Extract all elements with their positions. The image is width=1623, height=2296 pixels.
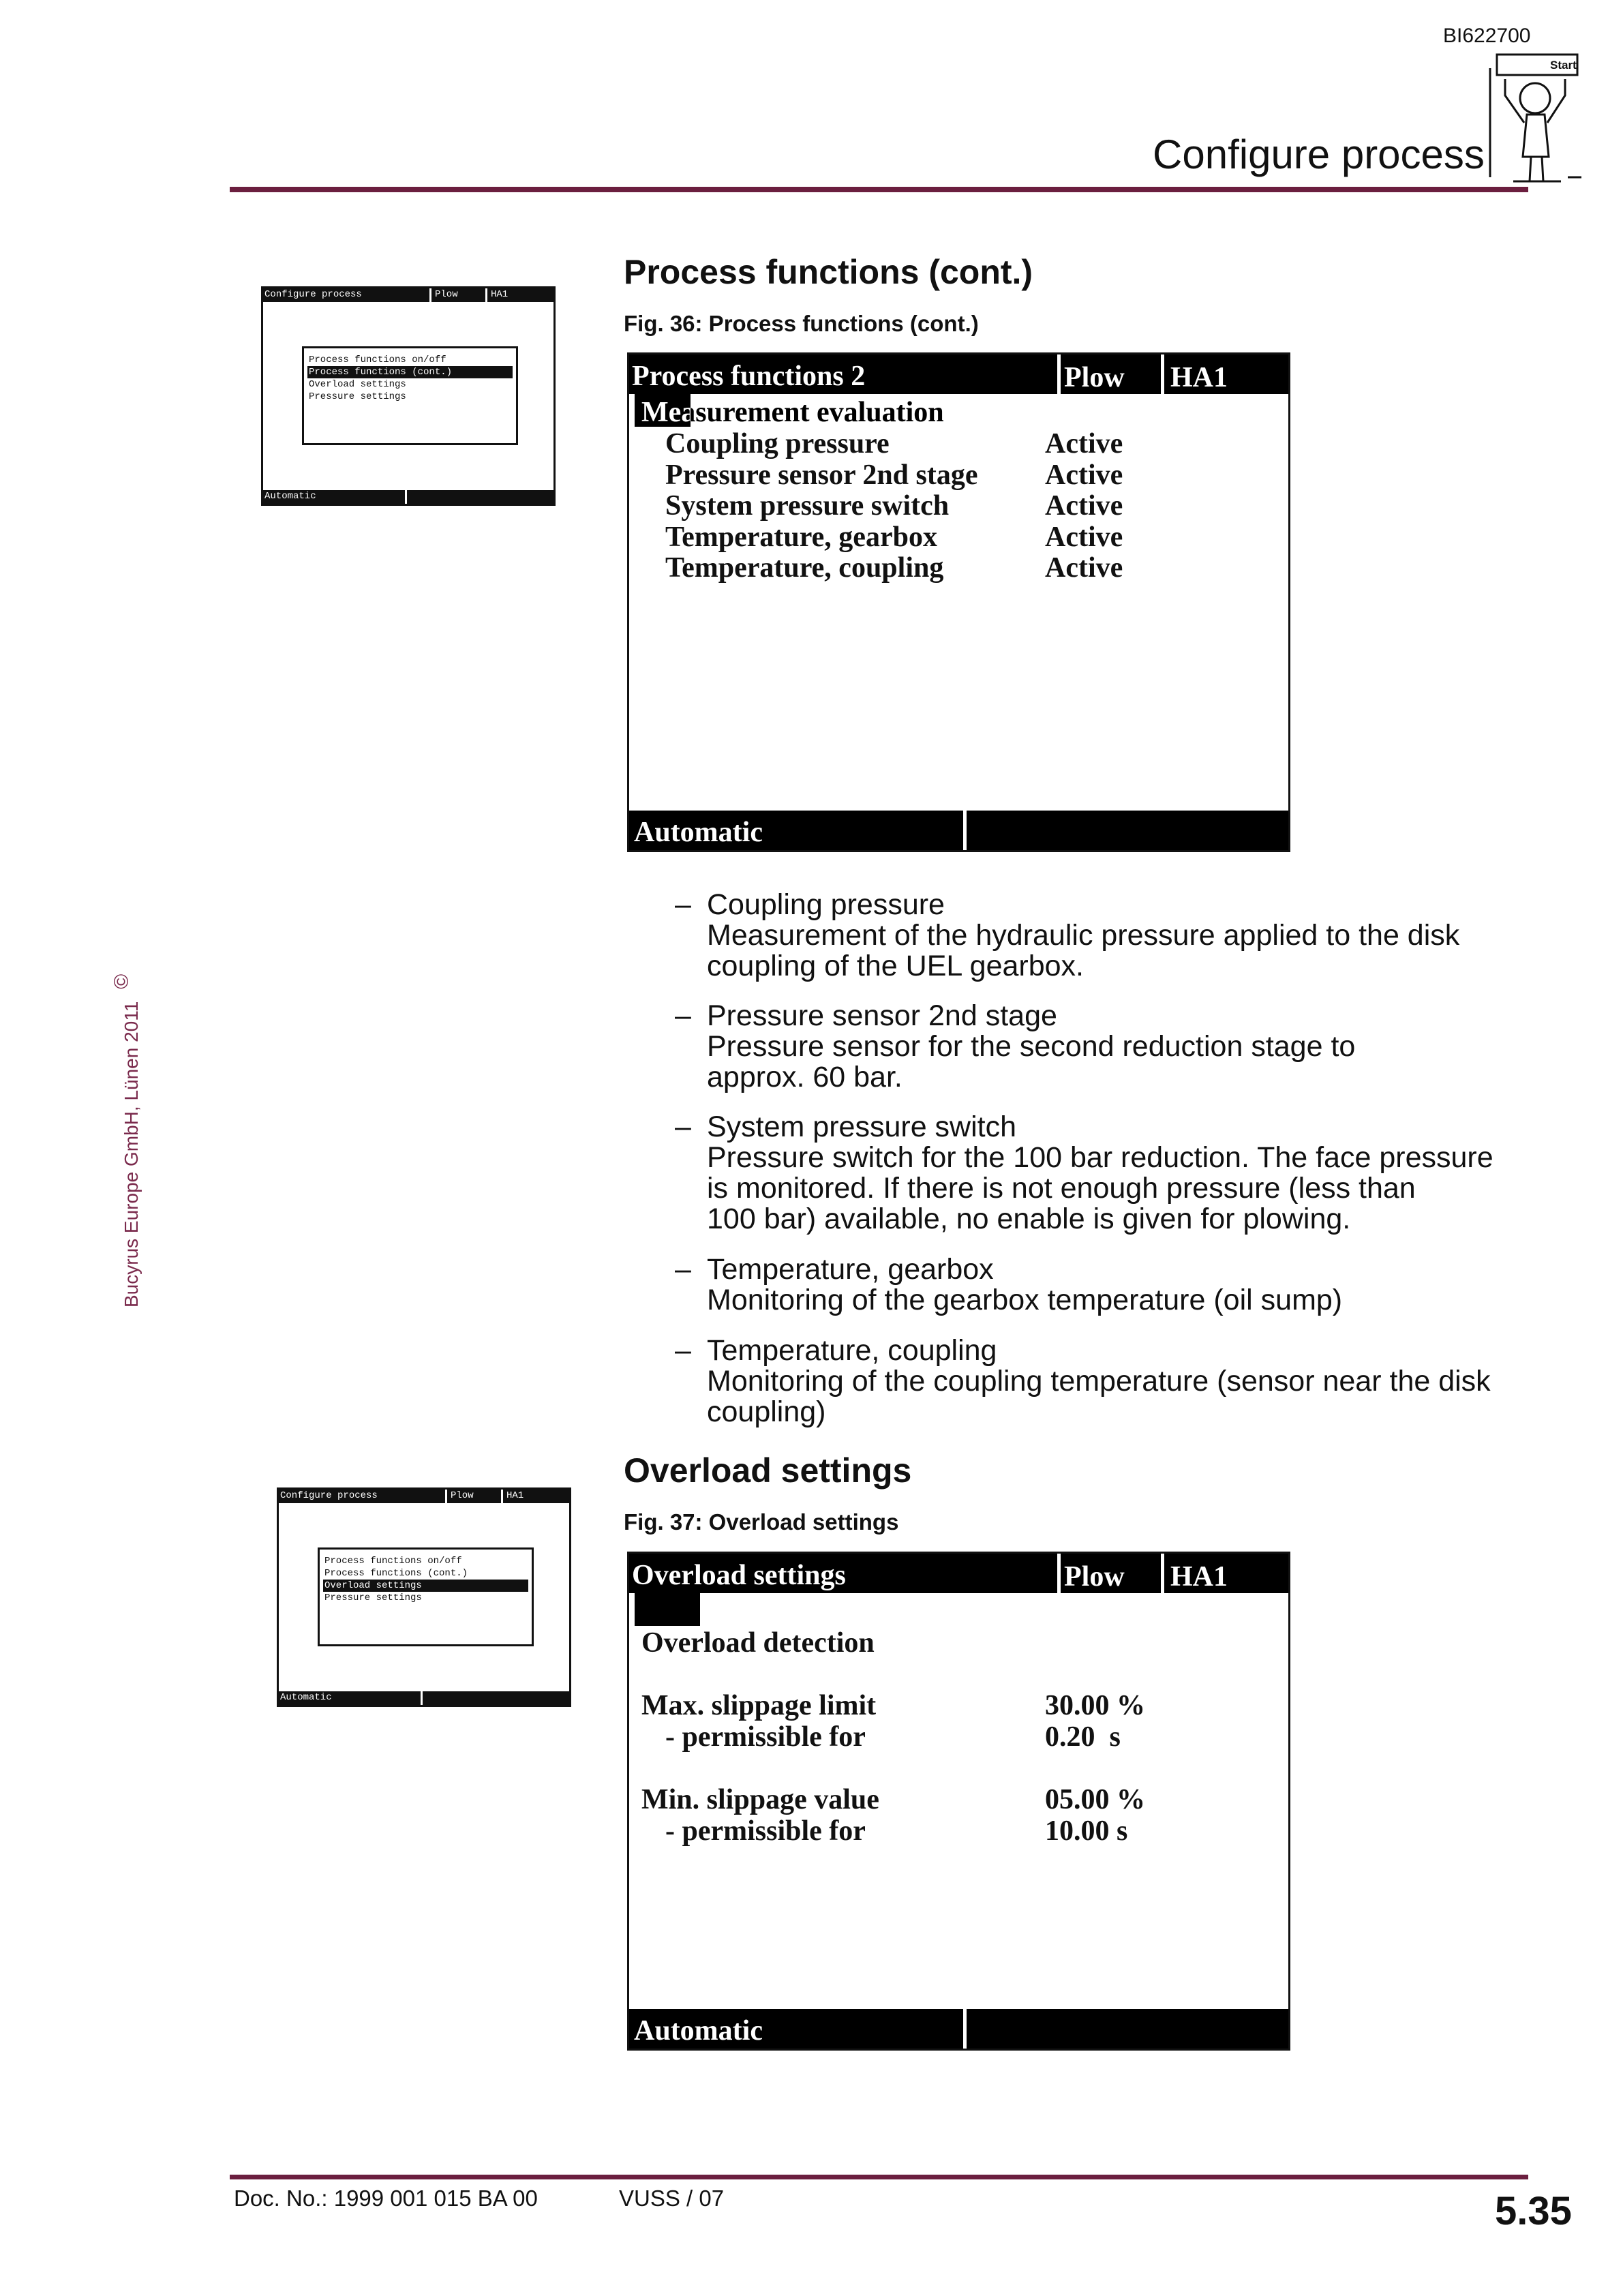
thumbnail-configure-process-1 — [261, 286, 556, 506]
menu-item[interactable]: Pressure settings — [309, 391, 406, 402]
screen-footer-label: Automatic — [634, 817, 763, 848]
list-item-line: approx. 60 bar. — [707, 1061, 902, 1093]
section-heading-overload-settings: Overload settings — [624, 1451, 912, 1490]
screen-unit: HA1 — [1170, 362, 1228, 393]
row-label[interactable]: Temperature, gearbox — [665, 522, 937, 553]
min-permissible-label[interactable]: - permissible for — [665, 1815, 866, 1847]
max-permissible-value[interactable]: 0.20 s — [1045, 1721, 1121, 1753]
max-slippage-value[interactable]: 30.00 % — [1045, 1690, 1145, 1721]
screen-header — [629, 354, 1288, 394]
start-figure-icon — [1486, 48, 1581, 191]
list-item-line: Measurement of the hydraulic pressure applied to the disk — [707, 919, 1460, 952]
process-functions-screen — [627, 352, 1290, 852]
list-item-line: Monitoring of the gearbox temperature (oil sump) — [707, 1284, 1343, 1316]
bullet-list: – Coupling pressure Measurement of the hydraulic pressure applied to the disk coupling of the UEL gearbox. – Pressure sensor 2nd stage Pressure sensor for the second reduction stage to approx. 60 bar. – System pressure switch Pressure switch for the 100 bar reduction. The face pressure is monitored. If there is not enough pressure (less than 100 bar) available, no enable is given for plowing. – Temperature, gearbox Monitoring of the gearbox temperature (oil sump) – Temperature, coupling Monitoring of the coupling temperature (sensor near the disk coupling) — [675, 890, 1561, 1435]
row-label[interactable]: System pressure switch — [665, 490, 950, 522]
list-item-line: 100 bar) available, no enable is given for plowing. — [707, 1203, 1351, 1235]
row-value[interactable]: Active — [1045, 459, 1123, 491]
thumbnail-header — [263, 288, 553, 302]
figure-caption-37: Fig. 37: Overload settings — [624, 1509, 899, 1535]
min-slippage-value[interactable]: 05.00 % — [1045, 1784, 1145, 1815]
thumbnail-footer-label: Automatic — [264, 491, 316, 502]
screen-title: Overload settings — [632, 1560, 846, 1591]
list-item-title: Temperature, coupling — [707, 1334, 997, 1367]
thumbnail-title: Configure process — [264, 289, 362, 300]
row-label[interactable]: Pressure sensor 2nd stage — [665, 459, 978, 491]
list-item-title: System pressure switch — [707, 1111, 1017, 1143]
screen-header — [629, 1554, 1288, 1593]
thumbnail-footer — [263, 490, 553, 504]
min-permissible-value[interactable]: 10.00 s — [1045, 1815, 1128, 1847]
copyright-symbol: © — [110, 973, 133, 989]
thumbnail-unit: HA1 — [491, 289, 509, 300]
min-slippage-label[interactable]: Min. slippage value — [641, 1784, 879, 1815]
thumbnail-header — [279, 1490, 569, 1503]
thumbnail-mode: Plow — [451, 1490, 474, 1501]
section-heading-process-functions: Process functions (cont.) — [624, 253, 1033, 291]
thumbnail-footer-label: Automatic — [280, 1692, 332, 1703]
row-label[interactable]: Temperature, coupling — [665, 552, 944, 584]
footer-rule — [230, 2175, 1528, 2179]
screen-mode: Plow — [1064, 1561, 1125, 1592]
figure-caption-36: Fig. 36: Process functions (cont.) — [624, 311, 979, 336]
menu-item[interactable]: Process functions on/off — [309, 354, 446, 365]
list-item-title: Coupling pressure — [707, 888, 945, 921]
list-item-line: Monitoring of the coupling temperature (sensor near the disk — [707, 1365, 1491, 1398]
menu-item-selected[interactable]: Overload settings — [323, 1580, 528, 1592]
copyright-notice — [110, 973, 143, 1308]
thumbnail-unit: HA1 — [506, 1490, 524, 1501]
screen-footer — [629, 2009, 1288, 2049]
group-label: Measurement evaluation — [641, 397, 944, 428]
list-item-title: Pressure sensor 2nd stage — [707, 999, 1057, 1032]
max-permissible-label[interactable]: - permissible for — [665, 1721, 866, 1753]
list-item-line: Pressure sensor for the second reduction stage to — [707, 1030, 1356, 1063]
start-label: Start — [1550, 59, 1577, 72]
list-item-line: is monitored. If there is not enough pressure (less than — [707, 1172, 1416, 1205]
menu-item[interactable]: Process functions (cont.) — [324, 1568, 468, 1579]
group-label: Overload detection — [641, 1627, 875, 1659]
max-slippage-label[interactable]: Max. slippage limit — [641, 1690, 877, 1721]
list-item-title: Temperature, gearbox — [707, 1253, 994, 1286]
overload-settings-screen — [627, 1552, 1290, 2051]
selection-cursor — [635, 1593, 700, 1626]
menu-item[interactable]: Process functions on/off — [324, 1556, 462, 1567]
thumbnail-mode: Plow — [435, 289, 458, 300]
document-version: VUSS / 07 — [619, 2186, 725, 2211]
menu-item[interactable]: Overload settings — [309, 379, 406, 390]
list-item-line: Pressure switch for the 100 bar reduction. The face pressure — [707, 1141, 1493, 1174]
row-value[interactable]: Active — [1045, 428, 1123, 459]
thumbnail-footer — [279, 1691, 569, 1705]
thumbnail-title: Configure process — [280, 1490, 378, 1501]
row-value[interactable]: Active — [1045, 490, 1123, 522]
header-rule — [230, 187, 1528, 192]
thumbnail-menu — [302, 346, 518, 445]
copyright-text: Bucyrus Europe GmbH, Lünen 2011 — [121, 1001, 142, 1308]
list-item-line: coupling of the UEL gearbox. — [707, 950, 1084, 982]
row-value[interactable]: Active — [1045, 552, 1123, 584]
thumbnail-menu — [318, 1547, 534, 1646]
screen-title: Process functions 2 — [632, 361, 866, 392]
page-number: 5.35 — [1495, 2189, 1572, 2233]
row-value[interactable]: Active — [1045, 522, 1123, 553]
page-title: Configure process — [1153, 132, 1485, 177]
menu-item-selected[interactable]: Process functions (cont.) — [307, 366, 513, 378]
menu-item[interactable]: Pressure settings — [324, 1592, 422, 1603]
thumbnail-configure-process-2 — [277, 1487, 571, 1707]
screen-footer-label: Automatic — [634, 2015, 763, 2046]
row-label[interactable]: Coupling pressure — [665, 428, 890, 459]
screen-mode: Plow — [1064, 362, 1125, 393]
list-item-line: coupling) — [707, 1395, 826, 1428]
document-number: Doc. No.: 1999 001 015 BA 00 — [234, 2186, 538, 2211]
screen-footer — [629, 811, 1288, 850]
screen-unit: HA1 — [1170, 1561, 1228, 1592]
document-id: BI622700 — [1443, 25, 1531, 47]
